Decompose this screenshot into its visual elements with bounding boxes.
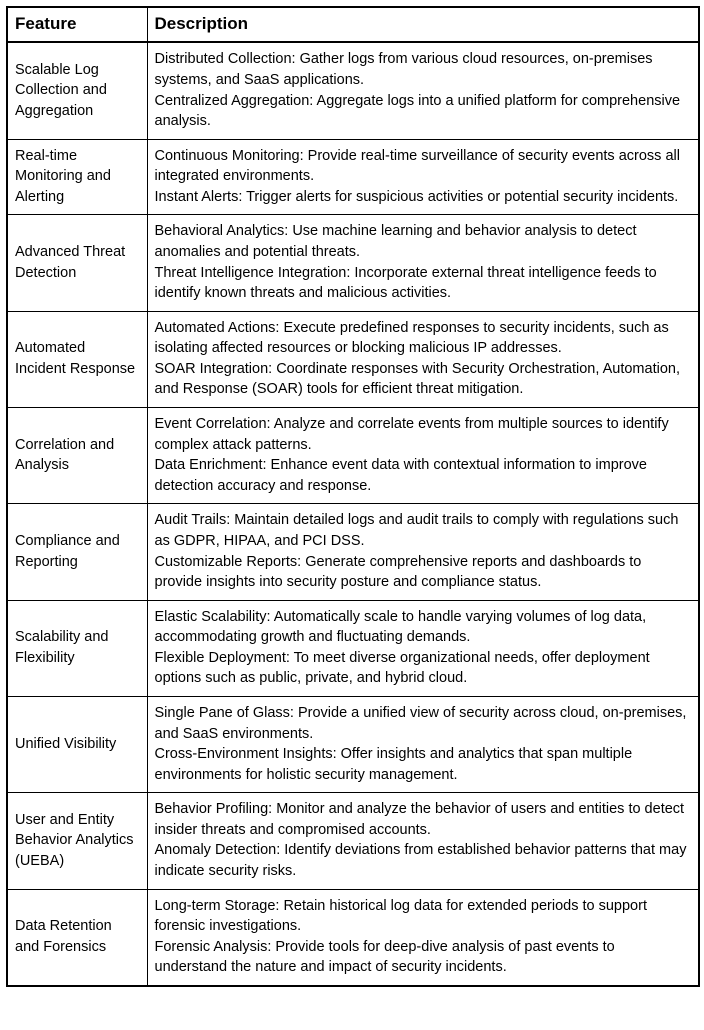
description-paragraph: Centralized Aggregation: Aggregate logs into a unified platform for comprehensive analysis. <box>154 92 681 130</box>
description-cell <box>147 139 699 215</box>
description-paragraph: Threat Intelligence Integration: Incorporate external threat intelligence feeds to identify known threats and malicious activities. <box>154 264 657 302</box>
description-paragraph: Single Pane of Glass: Provide a unified view of security across cloud, on-premises, and SaaS environments. <box>154 705 687 742</box>
feature-cell: Data Retention and Forensics <box>7 889 147 986</box>
feature-cell: Advanced Threat Detection <box>7 215 147 311</box>
feature-cell: Scalable Log Collection and Aggregation <box>7 42 147 139</box>
description-cell <box>147 311 699 407</box>
description-paragraph: SOAR Integration: Coordinate responses with Security Orchestration, Automation, and Response (SOAR) tools for efficient threat mitigation. <box>154 360 680 398</box>
feature-cell: Scalability and Flexibility <box>7 600 147 696</box>
table-row <box>7 215 699 311</box>
table-row <box>7 139 699 215</box>
description-cell <box>147 504 699 600</box>
feature-cell: Real-time Monitoring and Alerting <box>7 139 147 215</box>
column-header-feature: Feature <box>7 7 147 42</box>
table-row <box>7 408 699 504</box>
description-paragraph: Behavioral Analytics: Use machine learning and behavior analysis to detect anomalies and potential threats. <box>154 223 637 261</box>
description-paragraph: Continuous Monitoring: Provide real-time surveillance of security events across all integrated environments. <box>154 147 680 185</box>
table-row <box>7 600 699 696</box>
description-paragraph: Data Enrichment: Enhance event data with contextual information to improve detection accuracy and response. <box>154 457 647 494</box>
description-paragraph: Audit Trails: Maintain detailed logs and audit trails to comply with regulations such as GDPR, HIPAA, and PCI DSS. <box>154 512 679 549</box>
description-cell <box>147 408 699 504</box>
description-cell <box>147 889 699 986</box>
table-header-row <box>7 7 699 42</box>
table-row <box>7 697 699 793</box>
feature-cell: Compliance and Reporting <box>7 504 147 600</box>
table-row <box>7 42 699 139</box>
table-row <box>7 793 699 889</box>
description-paragraph: Behavior Profiling: Monitor and analyze the behavior of users and entities to detect insider threats and compromised accounts. <box>154 801 685 838</box>
description-paragraph: Anomaly Detection: Identify deviations from established behavior patterns that may indicate security risks. <box>154 842 687 880</box>
feature-cell: User and Entity Behavior Analytics (UEBA) <box>7 793 147 889</box>
description-paragraph: Automated Actions: Execute predefined responses to security incidents, such as isolating affected resources or blocking malicious IP addresses. <box>154 319 669 357</box>
column-header-description: Description <box>147 7 699 42</box>
description-cell <box>147 42 699 139</box>
table-header <box>7 7 699 42</box>
feature-cell: Automated Incident Response <box>7 311 147 407</box>
table-row <box>7 889 699 986</box>
description-paragraph: Forensic Analysis: Provide tools for deep-dive analysis of past events to understand the nature and impact of security incidents. <box>154 938 615 976</box>
description-paragraph: Elastic Scalability: Automatically scale to handle varying volumes of log data, accommodating growth and fluctuating demands. <box>154 608 647 646</box>
feature-cell: Correlation and Analysis <box>7 408 147 504</box>
table-body <box>7 42 699 986</box>
description-paragraph: Cross-Environment Insights: Offer insights and analytics that span multiple environments for holistic security management. <box>154 746 633 783</box>
description-paragraph: Distributed Collection: Gather logs from various cloud resources, on-premises systems, and SaaS applications. <box>154 51 653 88</box>
description-cell <box>147 215 699 311</box>
description-paragraph: Customizable Reports: Generate comprehensive reports and dashboards to provide insights into security posture and compliance status. <box>154 553 642 591</box>
table-row <box>7 311 699 407</box>
description-paragraph: Event Correlation: Analyze and correlate events from multiple sources to identify complex attack patterns. <box>154 416 669 453</box>
description-cell <box>147 600 699 696</box>
description-paragraph: Flexible Deployment: To meet diverse organizational needs, offer deployment options such as public, private, and hybrid cloud. <box>154 649 650 687</box>
description-paragraph: Instant Alerts: Trigger alerts for suspicious activities or potential security incidents. <box>154 188 679 205</box>
description-paragraph: Long-term Storage: Retain historical log data for extended periods to support forensic investigations. <box>154 897 647 935</box>
table-row <box>7 504 699 600</box>
description-cell <box>147 793 699 889</box>
feature-description-table <box>6 6 700 987</box>
feature-cell: Unified Visibility <box>7 697 147 793</box>
description-cell <box>147 697 699 793</box>
